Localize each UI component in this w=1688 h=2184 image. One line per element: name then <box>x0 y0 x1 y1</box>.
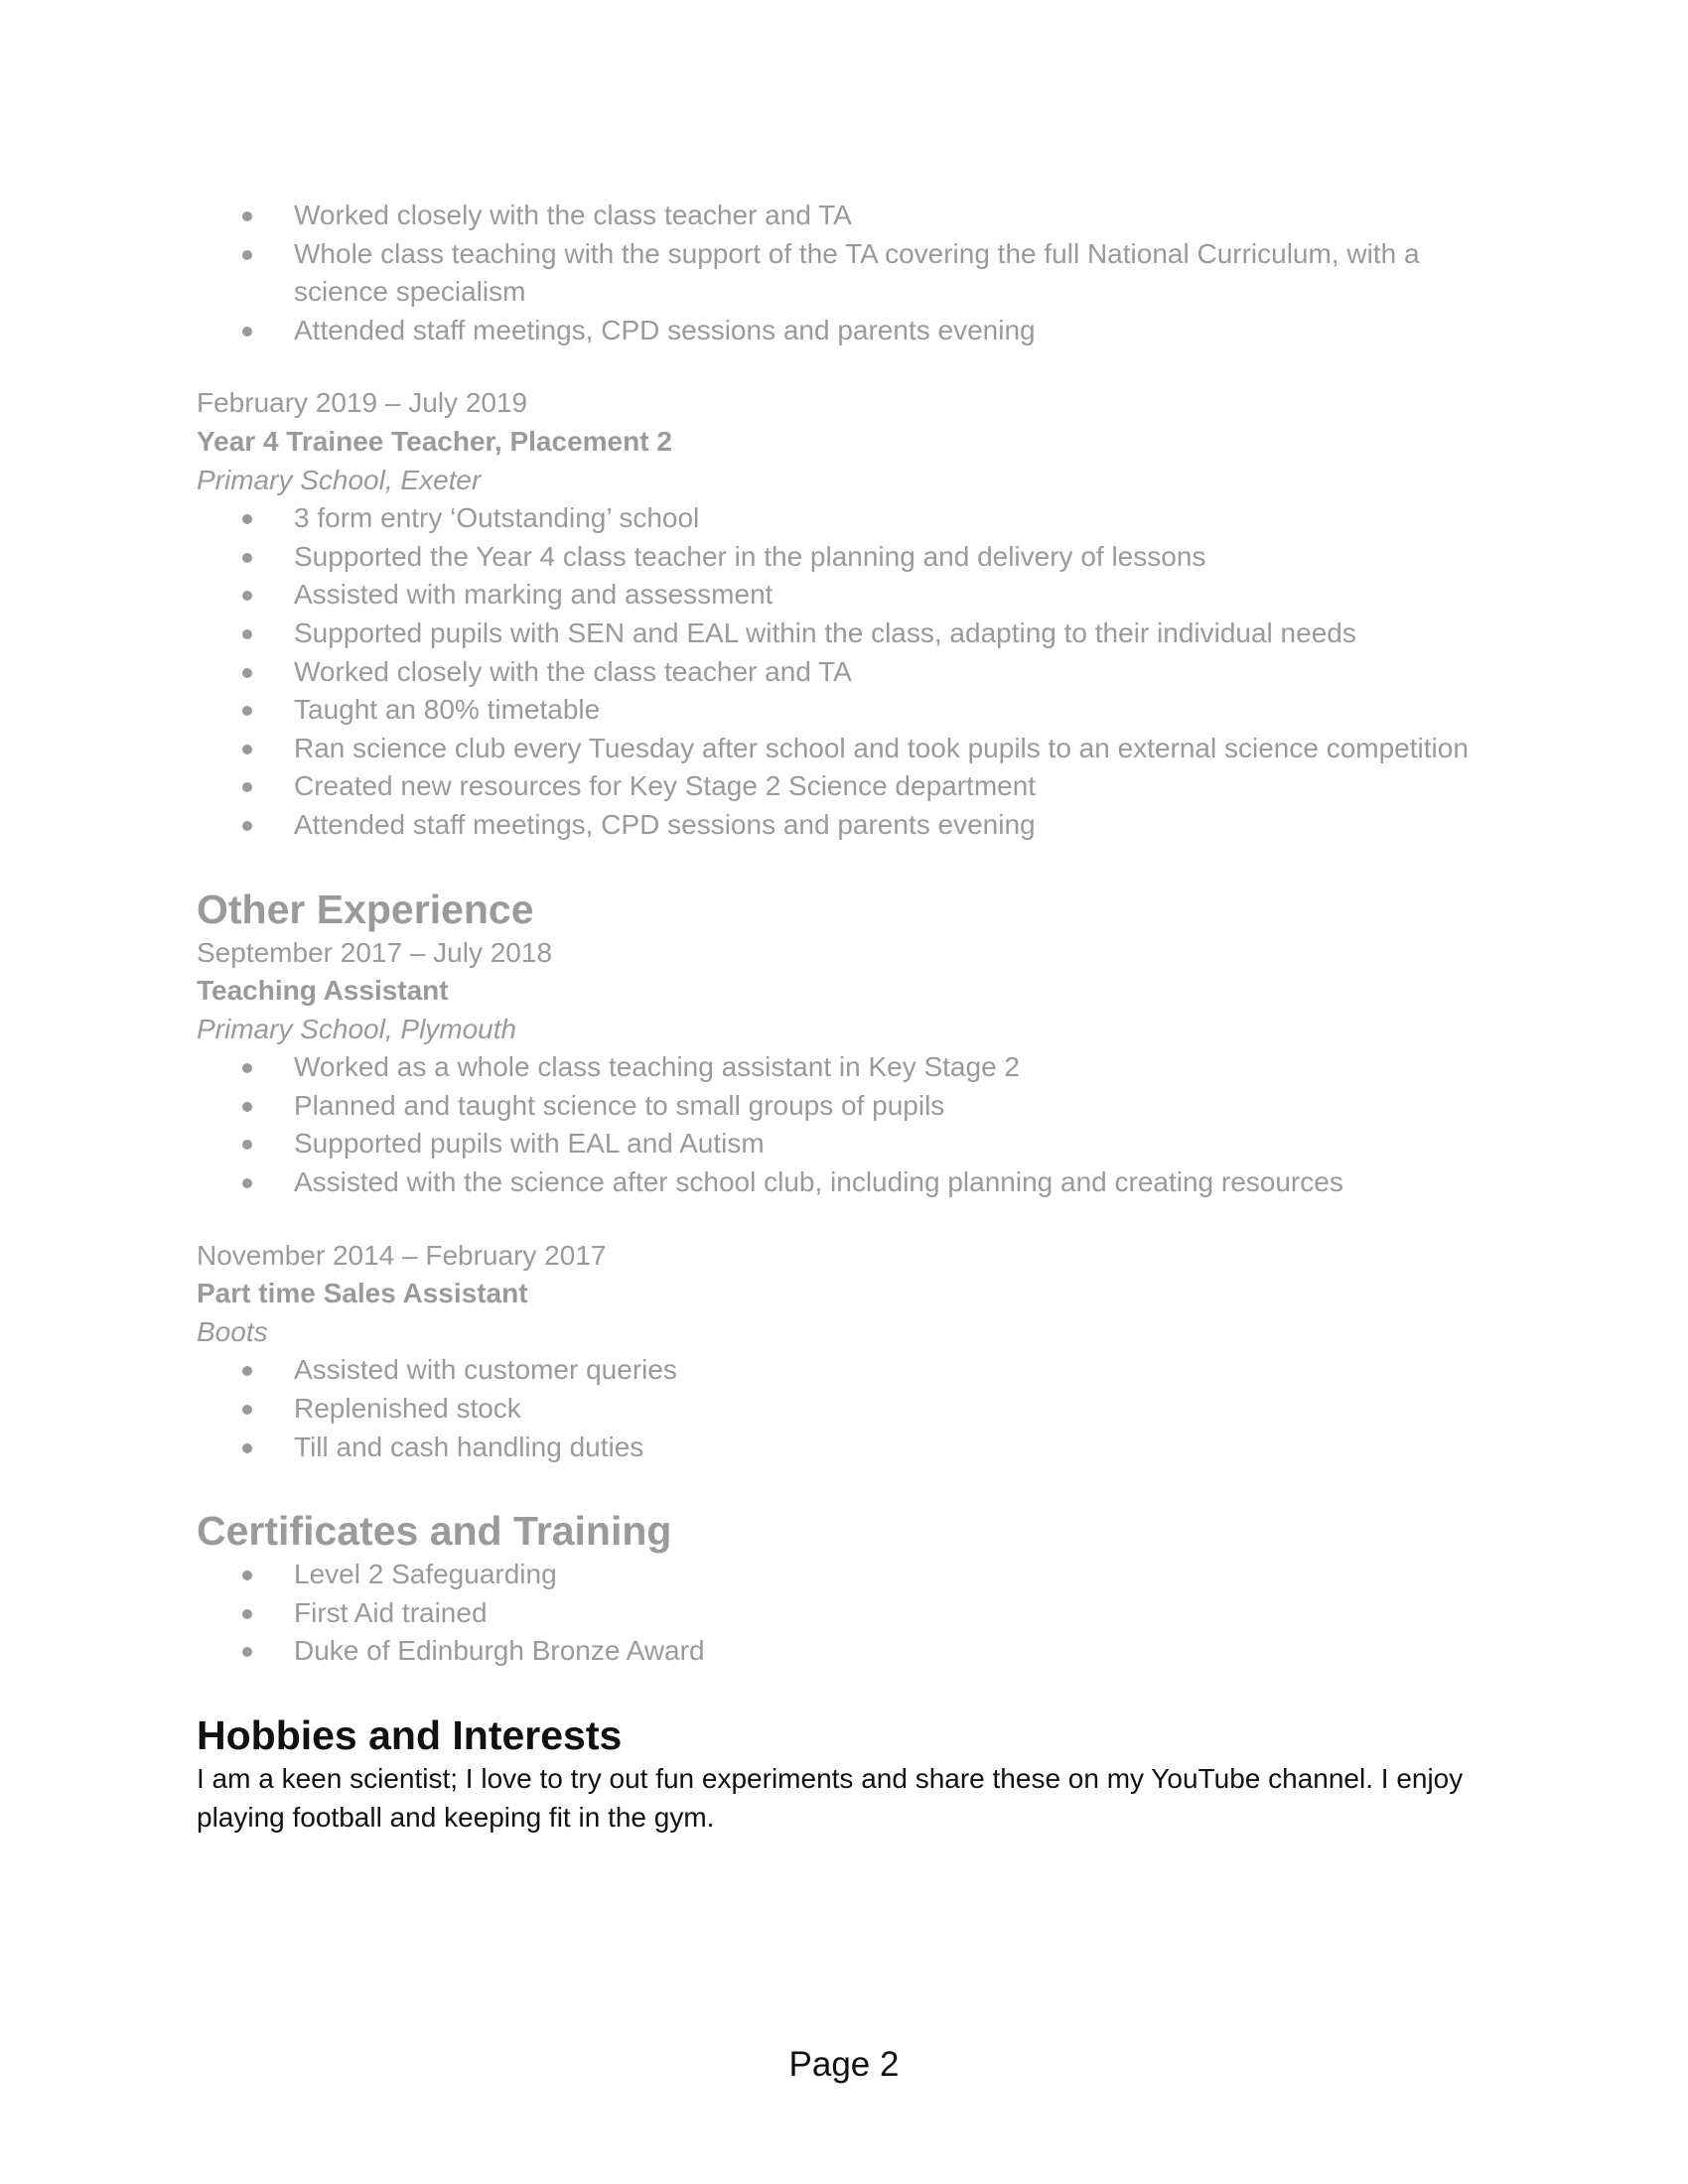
bullet-text: First Aid trained <box>294 1596 488 1628</box>
job-title: Part time Sales Assistant <box>197 1278 528 1309</box>
job-date: November 2014 – February 2017 <box>197 1239 607 1271</box>
section-heading-certificates: Certificates and Training <box>197 1508 672 1555</box>
list-item <box>294 1087 1487 1126</box>
list-item <box>294 730 1487 768</box>
bullet-text: Worked closely with the class teacher and TA <box>294 655 852 687</box>
list-item <box>294 1390 1487 1429</box>
bullet-text: Supported pupils with EAL and Autism <box>294 1128 765 1160</box>
page-number: Page 2 <box>788 2045 900 2084</box>
job-place: Boots <box>197 1315 268 1347</box>
list-item <box>294 1351 1487 1390</box>
bullet-text: Worked as a whole class teaching assistant in Key Stage 2 <box>294 1051 1020 1083</box>
bullet-text: Whole class teaching with the support of the TA covering the full National Curriculum, with a science specialism <box>294 237 1420 308</box>
list-item <box>294 235 1487 312</box>
bullet-icon <box>242 1647 252 1657</box>
bullet-icon <box>242 668 252 678</box>
bullet-text: Assisted with marking and assessment <box>294 579 774 611</box>
bullet-text: Till and cash handling duties <box>294 1431 644 1462</box>
list-item <box>294 767 1487 806</box>
bullet-text: 3 form entry ‘Outstanding’ school <box>294 502 700 534</box>
list-item <box>294 1429 1487 1467</box>
bullet-text: Ran science club every Tuesday after school and took pupils to an external science competition <box>294 732 1469 763</box>
job-entry-teaching-assistant <box>197 934 1487 1202</box>
bullet-text: Replenished stock <box>294 1393 521 1425</box>
list-item <box>294 1594 1487 1633</box>
list-item <box>294 1163 1487 1202</box>
list-item <box>294 614 1487 653</box>
job-bullets <box>197 1048 1487 1201</box>
job-date: September 2017 – July 2018 <box>197 936 553 968</box>
bullet-icon <box>242 1609 252 1619</box>
bullet-icon <box>242 591 252 601</box>
list-item <box>294 806 1487 845</box>
list-item <box>294 1632 1487 1671</box>
previous-placement-bullets <box>197 197 1487 349</box>
job-date: February 2019 – July 2019 <box>197 387 528 419</box>
bullet-text: Assisted with the science after school club, including planning and creating resources <box>294 1166 1343 1198</box>
bullet-icon <box>242 1063 252 1073</box>
bullet-text: Assisted with customer queries <box>294 1354 677 1386</box>
bullet-icon <box>242 1405 252 1415</box>
bullet-icon <box>242 782 252 792</box>
bullet-text: Taught an 80% timetable <box>294 694 601 726</box>
job-place: Primary School, Exeter <box>197 464 482 495</box>
bullet-text: Planned and taught science to small groups of pupils <box>294 1089 945 1121</box>
list-item <box>294 1048 1487 1087</box>
list-item <box>294 538 1487 577</box>
job-place: Primary School, Plymouth <box>197 1013 517 1044</box>
job-title: Teaching Assistant <box>197 975 449 1007</box>
list-item <box>294 691 1487 730</box>
list-item <box>294 499 1487 538</box>
bullet-text: Duke of Edinburgh Bronze Award <box>294 1635 705 1667</box>
bullet-text: Supported pupils with SEN and EAL within the class, adapting to their individual needs <box>294 616 1356 648</box>
bullet-text: Worked closely with the class teacher and TA <box>294 200 852 230</box>
bullet-icon <box>242 706 252 716</box>
bullet-icon <box>242 1140 252 1150</box>
bullet-icon <box>242 629 252 639</box>
bullet-icon <box>242 745 252 754</box>
job-bullets <box>197 499 1487 844</box>
list-item <box>294 576 1487 614</box>
list-item <box>294 1125 1487 1163</box>
bullet-icon <box>242 1102 252 1112</box>
bullet-icon <box>242 1366 252 1376</box>
bullet-icon <box>242 1178 252 1188</box>
job-bullets <box>197 1351 1487 1466</box>
section-heading-other-experience: Other Experience <box>197 886 534 932</box>
list-item <box>294 653 1487 692</box>
bullet-text: Attended staff meetings, CPD sessions and parents evening <box>294 314 1036 345</box>
section-heading-hobbies: Hobbies and Interests <box>197 1712 623 1758</box>
bullet-icon <box>242 821 252 831</box>
bullet-icon <box>242 250 252 260</box>
job-title: Year 4 Trainee Teacher, Placement 2 <box>197 425 672 457</box>
bullet-icon <box>242 1570 252 1580</box>
certificates-bullets <box>197 1556 1487 1671</box>
bullet-text: Created new resources for Key Stage 2 Science department <box>294 770 1037 802</box>
bullet-icon <box>242 514 252 524</box>
list-item <box>294 1556 1487 1594</box>
bullet-text: Level 2 Safeguarding <box>294 1559 557 1590</box>
bullet-icon <box>242 553 252 563</box>
bullet-text: Supported the Year 4 class teacher in the planning and delivery of lessons <box>294 540 1206 572</box>
cv-content <box>197 197 1487 1837</box>
bullet-icon <box>242 1443 252 1453</box>
placement-2-entry <box>197 384 1487 844</box>
hobbies-text: I am a keen scientist; I love to try out fun experiments and share these on my YouTube channel. I enjoy playing football and keeping fit in the gym. <box>197 1763 1464 1833</box>
job-entry-sales-assistant <box>197 1237 1487 1467</box>
bullet-icon <box>242 327 252 337</box>
list-item <box>294 312 1487 350</box>
list-item <box>294 197 1487 235</box>
bullet-text: Attended staff meetings, CPD sessions and parents evening <box>294 808 1036 840</box>
bullet-icon <box>242 211 252 221</box>
